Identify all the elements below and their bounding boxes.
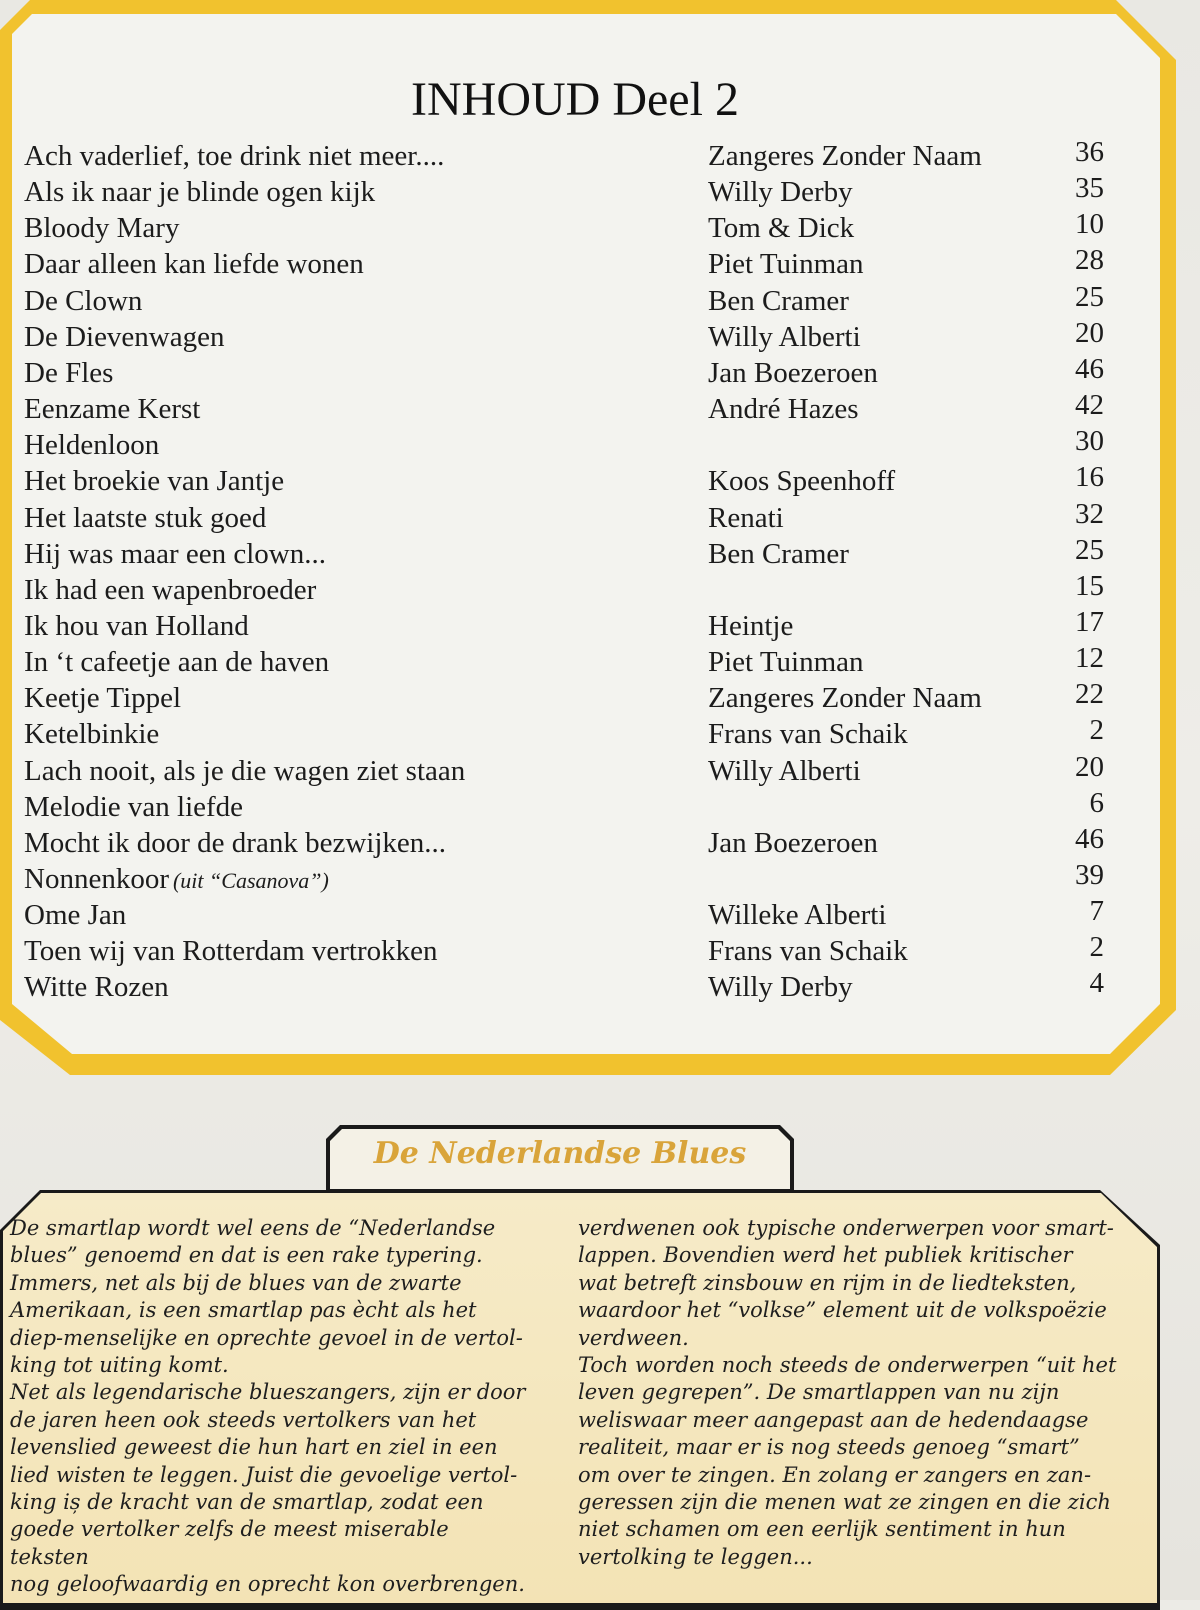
toc-row <box>24 316 1104 355</box>
toc-artist: Willy Alberti <box>708 754 861 787</box>
blues-text-line: de jaren heen ook steeds vertolkers van het <box>10 1407 477 1432</box>
toc-song-title <box>24 644 329 680</box>
toc-song-title <box>24 319 225 355</box>
toc-song-text: Lach nooit, als je die wagen ziet staan <box>24 754 466 787</box>
blues-text-line: geressen zijn die menen wat ze zingen en die zich <box>578 1490 1111 1515</box>
toc-song-title <box>24 246 364 282</box>
blues-text-line: vertolking te leggen... <box>578 1544 813 1569</box>
toc-artist: Tom & Dick <box>708 212 855 245</box>
toc-song-text: De Dievenwagen <box>24 320 225 353</box>
blues-text-line: weliswaar meer aangepast aan de hedendaagse <box>578 1407 1089 1432</box>
toc-artist: Renati <box>708 501 784 534</box>
blues-text-line: king iș de kracht van de smartlap, zodat een <box>10 1490 484 1515</box>
toc-song-title <box>24 680 181 716</box>
toc-row <box>24 210 1104 246</box>
toc-artist: Piet Tuinman <box>708 646 864 679</box>
blues-text-line: realiteit, maar er is nog steeds genoeg “smart” <box>578 1435 1080 1460</box>
toc-artist: Ben Cramer <box>708 284 849 317</box>
toc-artist: Willy Derby <box>708 176 853 209</box>
toc-page-number: 12 <box>1075 642 1104 675</box>
toc-page-number: 4 <box>1089 967 1104 1000</box>
toc-song-text: Heldenloon <box>24 429 160 462</box>
toc-row <box>24 933 1104 969</box>
blues-text-line: wat betreft zinsbouw en rijm in de liedteksten, <box>578 1270 1077 1295</box>
blues-text-line: Toch worden noch steeds de onderwerpen “uit het <box>578 1353 1117 1378</box>
toc-song-title <box>24 716 159 752</box>
blues-column-left <box>10 1215 530 1599</box>
toc-row <box>24 569 1104 608</box>
toc-artist: Willy Alberti <box>708 320 861 353</box>
toc-song-text: Ik hou van Holland <box>24 609 249 642</box>
toc-song-text: Mocht ik door de drank bezwijken... <box>24 826 447 859</box>
toc-song-title <box>24 933 438 969</box>
toc-song-title <box>24 355 113 391</box>
toc-song-text: Als ik naar je blinde ogen kijk <box>24 176 376 209</box>
toc-row <box>24 969 1104 1005</box>
toc-song-title <box>24 572 316 608</box>
toc-artist: Zangeres Zonder Naam <box>708 682 982 715</box>
toc-row <box>24 822 1104 861</box>
toc-song-text: Ik had een wapenbroeder <box>24 573 317 606</box>
toc-page-number: 30 <box>1075 425 1104 458</box>
toc-page-number: 10 <box>1075 208 1104 241</box>
toc-song-title <box>24 897 126 933</box>
toc-artist: Zangeres Zonder Naam <box>708 140 982 172</box>
blues-text-line: waardoor het “volkse” element uit de volkspoëzie <box>578 1298 1107 1323</box>
toc-song-text: De Clown <box>24 284 143 317</box>
toc-page-number: 35 <box>1075 172 1104 205</box>
blues-text-line: lappen. Bovendien werd het publiek kritischer <box>578 1243 1073 1268</box>
blues-text-line: Amerikaan, is een smartlap pas ècht als het <box>10 1298 477 1323</box>
toc-artist: Willy Derby <box>708 971 853 1004</box>
toc-artist: Koos Speenhoff <box>708 465 896 498</box>
toc-page-number: 6 <box>1089 786 1104 819</box>
blues-text-line: Net als legendarische blueszangers, zijn er door <box>10 1380 526 1405</box>
toc-artist: André Hazes <box>708 393 859 426</box>
toc-page-number: 17 <box>1075 605 1104 638</box>
toc-page-number: 46 <box>1075 822 1104 855</box>
toc-row <box>24 644 1104 680</box>
toc-song-title <box>24 210 179 246</box>
toc-song-text: Melodie van liefde <box>24 790 244 823</box>
toc-song-title <box>24 283 142 319</box>
toc-page-number: 36 <box>1075 136 1104 168</box>
toc-song-title <box>24 789 243 825</box>
toc-song-title <box>24 391 200 427</box>
toc-song-title <box>24 608 249 644</box>
blues-text-line: De smartlap wordt wel eens de “Nederlandse <box>10 1216 496 1240</box>
toc-artist: Piet Tuinman <box>708 248 864 281</box>
toc-row <box>24 427 1104 463</box>
blues-text-line: om over te zingen. En zolang er zangers en zan- <box>578 1462 1092 1487</box>
toc-song-title <box>24 427 159 463</box>
toc-song-title <box>24 174 375 210</box>
blues-text-line: blues” genoemd en dat is een rake typering. <box>10 1243 483 1268</box>
toc-song-text: In ‘t cafeetje aan de haven <box>24 646 330 679</box>
toc-artist: Jan Boezeroen <box>708 356 878 389</box>
toc-song-title <box>24 463 284 499</box>
toc-page-number: 2 <box>1089 714 1104 747</box>
toc-page-number: 2 <box>1089 931 1104 964</box>
blues-text-line: verdween. <box>578 1325 689 1350</box>
toc-song-text: Nonnenkoor <box>24 863 169 895</box>
toc-row <box>24 463 1104 499</box>
toc-page-number: 32 <box>1075 497 1104 530</box>
toc-row <box>24 352 1104 391</box>
toc-song-title <box>24 861 329 899</box>
toc-row <box>24 605 1104 644</box>
toc-song-title <box>24 500 266 536</box>
toc-song-text: Ach vaderlief, toe drink niet meer.... <box>24 140 445 172</box>
toc-song-text: Ketelbinkie <box>24 718 160 751</box>
toc-title: INHOUD Deel 2 <box>411 73 739 126</box>
toc-song-text: Bloody Mary <box>24 212 180 245</box>
toc-song-text: Eenzame Kerst <box>24 393 201 426</box>
toc-song-title <box>24 138 444 174</box>
toc-page-number: 25 <box>1075 280 1104 313</box>
toc-page-number: 28 <box>1075 244 1104 277</box>
toc-row <box>24 246 1104 282</box>
toc-row <box>24 391 1104 427</box>
toc-song-note: (uit “Casanova”) <box>172 868 329 893</box>
toc-song-title <box>24 825 446 861</box>
toc-row <box>24 897 1104 933</box>
toc-page-number: 20 <box>1075 316 1104 349</box>
toc-page-number: 22 <box>1075 678 1104 711</box>
toc-row <box>24 716 1104 752</box>
blues-text-line: nog geloofwaardig en oprecht kon overbrengen. <box>10 1572 525 1597</box>
blues-text-line: Immers, net als bij de blues van de zwarte <box>10 1270 462 1295</box>
toc-row <box>24 680 1104 716</box>
toc-artist: Jan Boezeroen <box>708 826 878 859</box>
toc-row <box>24 497 1104 536</box>
toc-artist: Willeke Alberti <box>708 899 887 932</box>
toc-artist: Ben Cramer <box>708 537 849 570</box>
toc-page-number: 16 <box>1075 461 1104 494</box>
toc-row <box>24 280 1104 319</box>
toc-row <box>24 533 1104 572</box>
toc-artist: Frans van Schaik <box>708 935 908 968</box>
blues-text-line: king tot uiting komt. <box>10 1353 229 1378</box>
toc-page-number: 39 <box>1075 859 1104 891</box>
toc-page-number: 20 <box>1075 750 1104 783</box>
toc-song-text: Ome Jan <box>24 899 127 932</box>
toc-page-number: 46 <box>1075 352 1104 385</box>
toc-row <box>24 786 1104 825</box>
blues-text-line: diep-menselijke en oprechte gevoel in de vertol- <box>10 1325 523 1350</box>
toc-song-text: Keetje Tippel <box>24 682 182 715</box>
toc-row <box>24 138 1104 174</box>
toc-page-number: 15 <box>1075 569 1104 602</box>
toc-page-number: 7 <box>1089 895 1104 928</box>
toc-row <box>24 750 1104 789</box>
toc-row <box>24 861 1104 897</box>
toc-song-text: Witte Rozen <box>24 971 169 1004</box>
blues-text-line: niet schamen om een eerlijk sentiment in hun <box>578 1517 1066 1542</box>
blues-text-line: goede vertolker zelfs de meest miserable teksten <box>10 1517 449 1569</box>
blues-text-line: lied wisten te leggen. Juist die gevoelige vertol- <box>10 1462 518 1487</box>
toc-song-title <box>24 753 465 789</box>
blues-text-line: leven gegrepen”. De smartlappen van nu zijn <box>578 1380 1060 1405</box>
toc-song-text: Hij was maar een clown... <box>24 537 326 570</box>
toc-song-title <box>24 969 169 1005</box>
blues-text-line: levenslied geweest die hun hart en ziel in een <box>10 1435 498 1460</box>
toc-song-text: Toen wij van Rotterdam vertrokken <box>24 935 438 968</box>
blues-title: De Nederlandse Blues <box>373 1136 747 1171</box>
toc-artist: Frans van Schaik <box>708 718 908 751</box>
toc-song-text: Het broekie van Jantje <box>24 465 285 498</box>
blues-text-line: verdwenen ook typische onderwerpen voor smart- <box>578 1216 1114 1240</box>
toc-row <box>24 174 1104 210</box>
toc-page-number: 25 <box>1075 533 1104 566</box>
toc-song-text: Het laatste stuk goed <box>24 501 267 534</box>
toc-song-text: Daar alleen kan liefde wonen <box>24 248 364 281</box>
toc-page-number: 42 <box>1075 389 1104 422</box>
toc-song-title <box>24 536 326 572</box>
toc-artist: Heintje <box>708 609 794 642</box>
toc-song-text: De Fles <box>24 356 114 389</box>
blues-column-right <box>578 1215 1118 1571</box>
